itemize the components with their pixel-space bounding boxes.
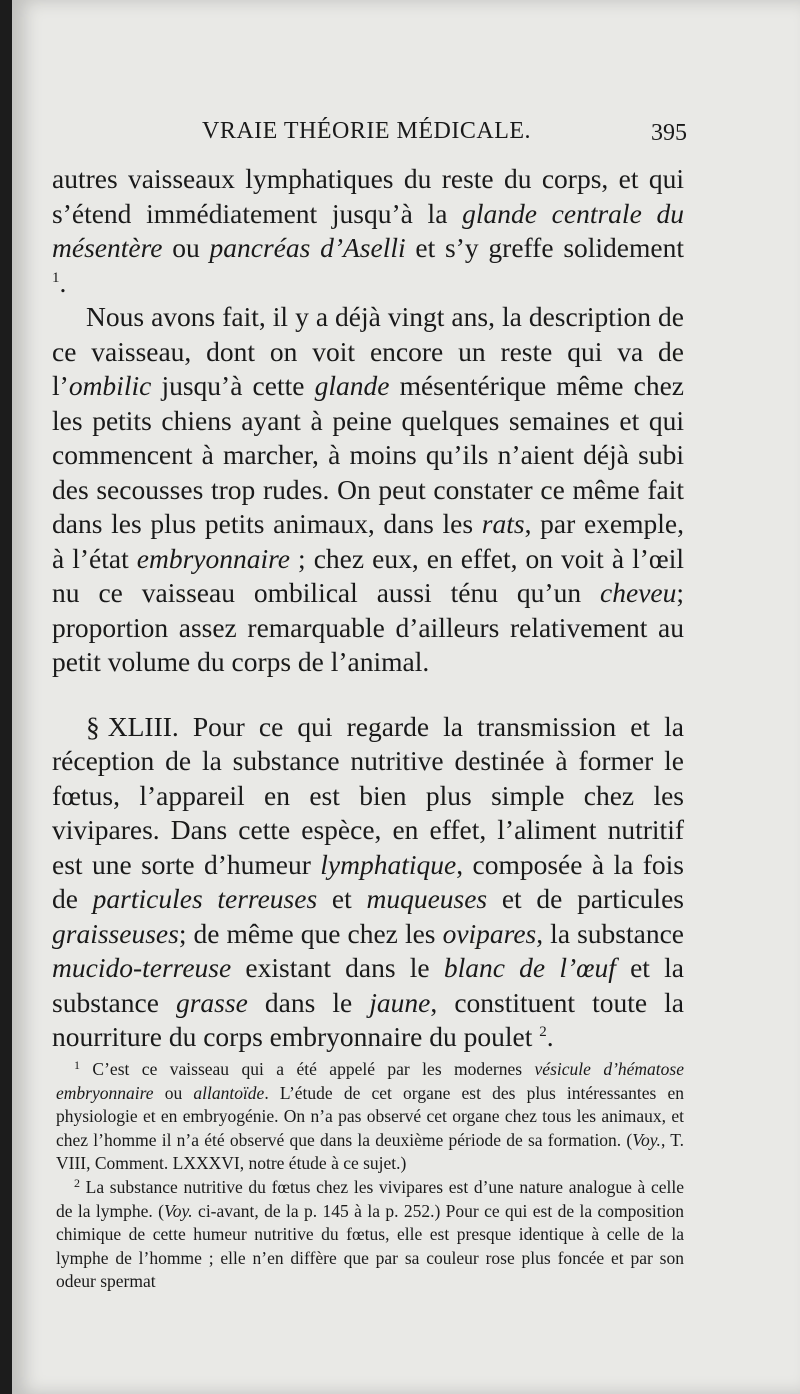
italic-text: ombilic bbox=[68, 370, 152, 401]
italic-text: graisseuses bbox=[52, 917, 179, 949]
italic-text: particules terreuses bbox=[92, 883, 318, 914]
text-run: autres vaisseaux lymphatiques du reste du corps, et qui s’étend immédiatement jusqu’à la bbox=[52, 163, 684, 229]
italic-text: jaune bbox=[369, 986, 431, 1018]
text-run: ; proportion assez remarquable d’ailleurs relativement au petit volume du corps de l’animal. bbox=[52, 577, 684, 677]
text-run: dans le bbox=[247, 986, 370, 1018]
italic-text: muqueuses bbox=[366, 883, 488, 914]
text-run: . bbox=[59, 266, 67, 298]
running-title: VRAIE THÉORIE MÉDICALE. bbox=[202, 118, 532, 144]
section-mark: § bbox=[86, 710, 100, 742]
italic-text: Voy. bbox=[632, 1129, 661, 1150]
text-run: et de particules bbox=[487, 883, 684, 914]
text-run: et s’y greffe solidement bbox=[405, 232, 684, 263]
footnote-ref: 2 bbox=[539, 1024, 547, 1040]
text-run: , constituent toute la nourriture du corps embryonnaire du poulet bbox=[52, 986, 684, 1052]
footnote-ref: 1 bbox=[52, 269, 60, 286]
text-run: . bbox=[546, 1021, 554, 1052]
text-run: C’est ce vaisseau qui a été appelé par les modernes bbox=[80, 1059, 535, 1079]
text-run: ; de même que chez les bbox=[178, 917, 443, 949]
italic-text: glande bbox=[314, 370, 390, 401]
text-run: , par exemple, à l’état bbox=[52, 508, 685, 574]
text-run: La substance nutritive du fœtus chez les vivipares est d’une nature analogue à celle de la lymphe. ( bbox=[56, 1176, 684, 1221]
footnote-1 bbox=[56, 1058, 684, 1176]
italic-text: rats bbox=[481, 508, 525, 539]
paragraph-2 bbox=[52, 300, 684, 680]
text-run: jusqu’à cette bbox=[151, 370, 315, 401]
paragraph-3-text bbox=[52, 711, 684, 1053]
italic-text: embryonnaire bbox=[136, 542, 291, 574]
page-number: 395 bbox=[651, 120, 687, 146]
text-run: . L’étude de cet organe est des plus intéressantes en physiologie et en embryogénie. On n’a pas observé cet organe chez tous les animaux, et chez l’homme il n’a été observé que dans la deuxième période de sa formation. ( bbox=[56, 1082, 685, 1150]
text-run: et bbox=[317, 883, 367, 914]
italic-text: lymphatique bbox=[320, 848, 457, 880]
italic-text: pancréas d’Aselli bbox=[209, 232, 406, 263]
paragraph-1 bbox=[52, 162, 684, 300]
text-run: ci-avant, de la p. 145 à la p. 252.) Pour ce qui est de la composition chimique de cette humeur nutritive du fœtus, elle est presque identique à celle de la lymphe de l’homme ; elle n’en diffère que par sa couleur rose plus foncée et par son odeur spermat bbox=[56, 1200, 685, 1292]
italic-text: grasse bbox=[175, 986, 248, 1018]
text-run: , la substance bbox=[536, 917, 684, 949]
text-run: et la substance bbox=[52, 952, 684, 1018]
italic-text: mucido-terreuse bbox=[52, 952, 232, 983]
text-run: Nous avons fait, il y a déjà vingt ans, la description de ce vaisseau, dont on voit encore un reste qui va de l’ bbox=[52, 301, 684, 401]
italic-text: glande centrale du mésentère bbox=[52, 197, 684, 263]
body-text bbox=[52, 162, 684, 1055]
text-run: existant dans le bbox=[231, 952, 444, 983]
text-run: ou bbox=[153, 1082, 194, 1103]
text-run: ou bbox=[162, 232, 210, 263]
footnote-2 bbox=[56, 1176, 684, 1294]
italic-text: cheveu bbox=[600, 577, 677, 608]
italic-text: allantoïde bbox=[193, 1082, 265, 1103]
text-run: mésentérique même chez les petits chiens ayant à peine quelques semaines et qui commencent à marcher, à moins qu’ils n’aient déjà subi des secousses trop rudes. On peut constater ce même fait dans les plus petits animaux, dans les bbox=[52, 370, 684, 539]
page-header bbox=[12, 118, 800, 152]
paragraph-3 bbox=[52, 710, 684, 1055]
footnote-ref: 2 bbox=[74, 1175, 80, 1190]
text-run: , T. VIII, Comment. LXXXVI, notre étude à ce sujet.) bbox=[56, 1129, 685, 1174]
section-gap bbox=[52, 680, 684, 710]
footnote-ref: 1 bbox=[74, 1058, 80, 1072]
italic-text: Voy. bbox=[163, 1200, 193, 1221]
text-run: , composée à la fois de bbox=[52, 848, 684, 914]
book-page bbox=[12, 0, 800, 1394]
italic-text: blanc de l’œuf bbox=[443, 952, 616, 983]
text-run: XLIII. Pour ce qui regarde la transmission et la réception de la substance nutritive destinée à former le fœtus, l’appareil en est bien plus simple chez les vivipares. Dans cette espèce, en effet, l’aliment nutritif est une sorte d’humeur bbox=[52, 710, 684, 880]
italic-text: ovipares bbox=[442, 917, 537, 949]
italic-text: vésicule d’hématose embryonnaire bbox=[56, 1059, 684, 1103]
footnotes bbox=[56, 1058, 684, 1294]
text-run: ; chez eux, en effet, on voit à l’œil nu ce vaisseau ombilical aussi ténu qu’un bbox=[52, 542, 685, 608]
